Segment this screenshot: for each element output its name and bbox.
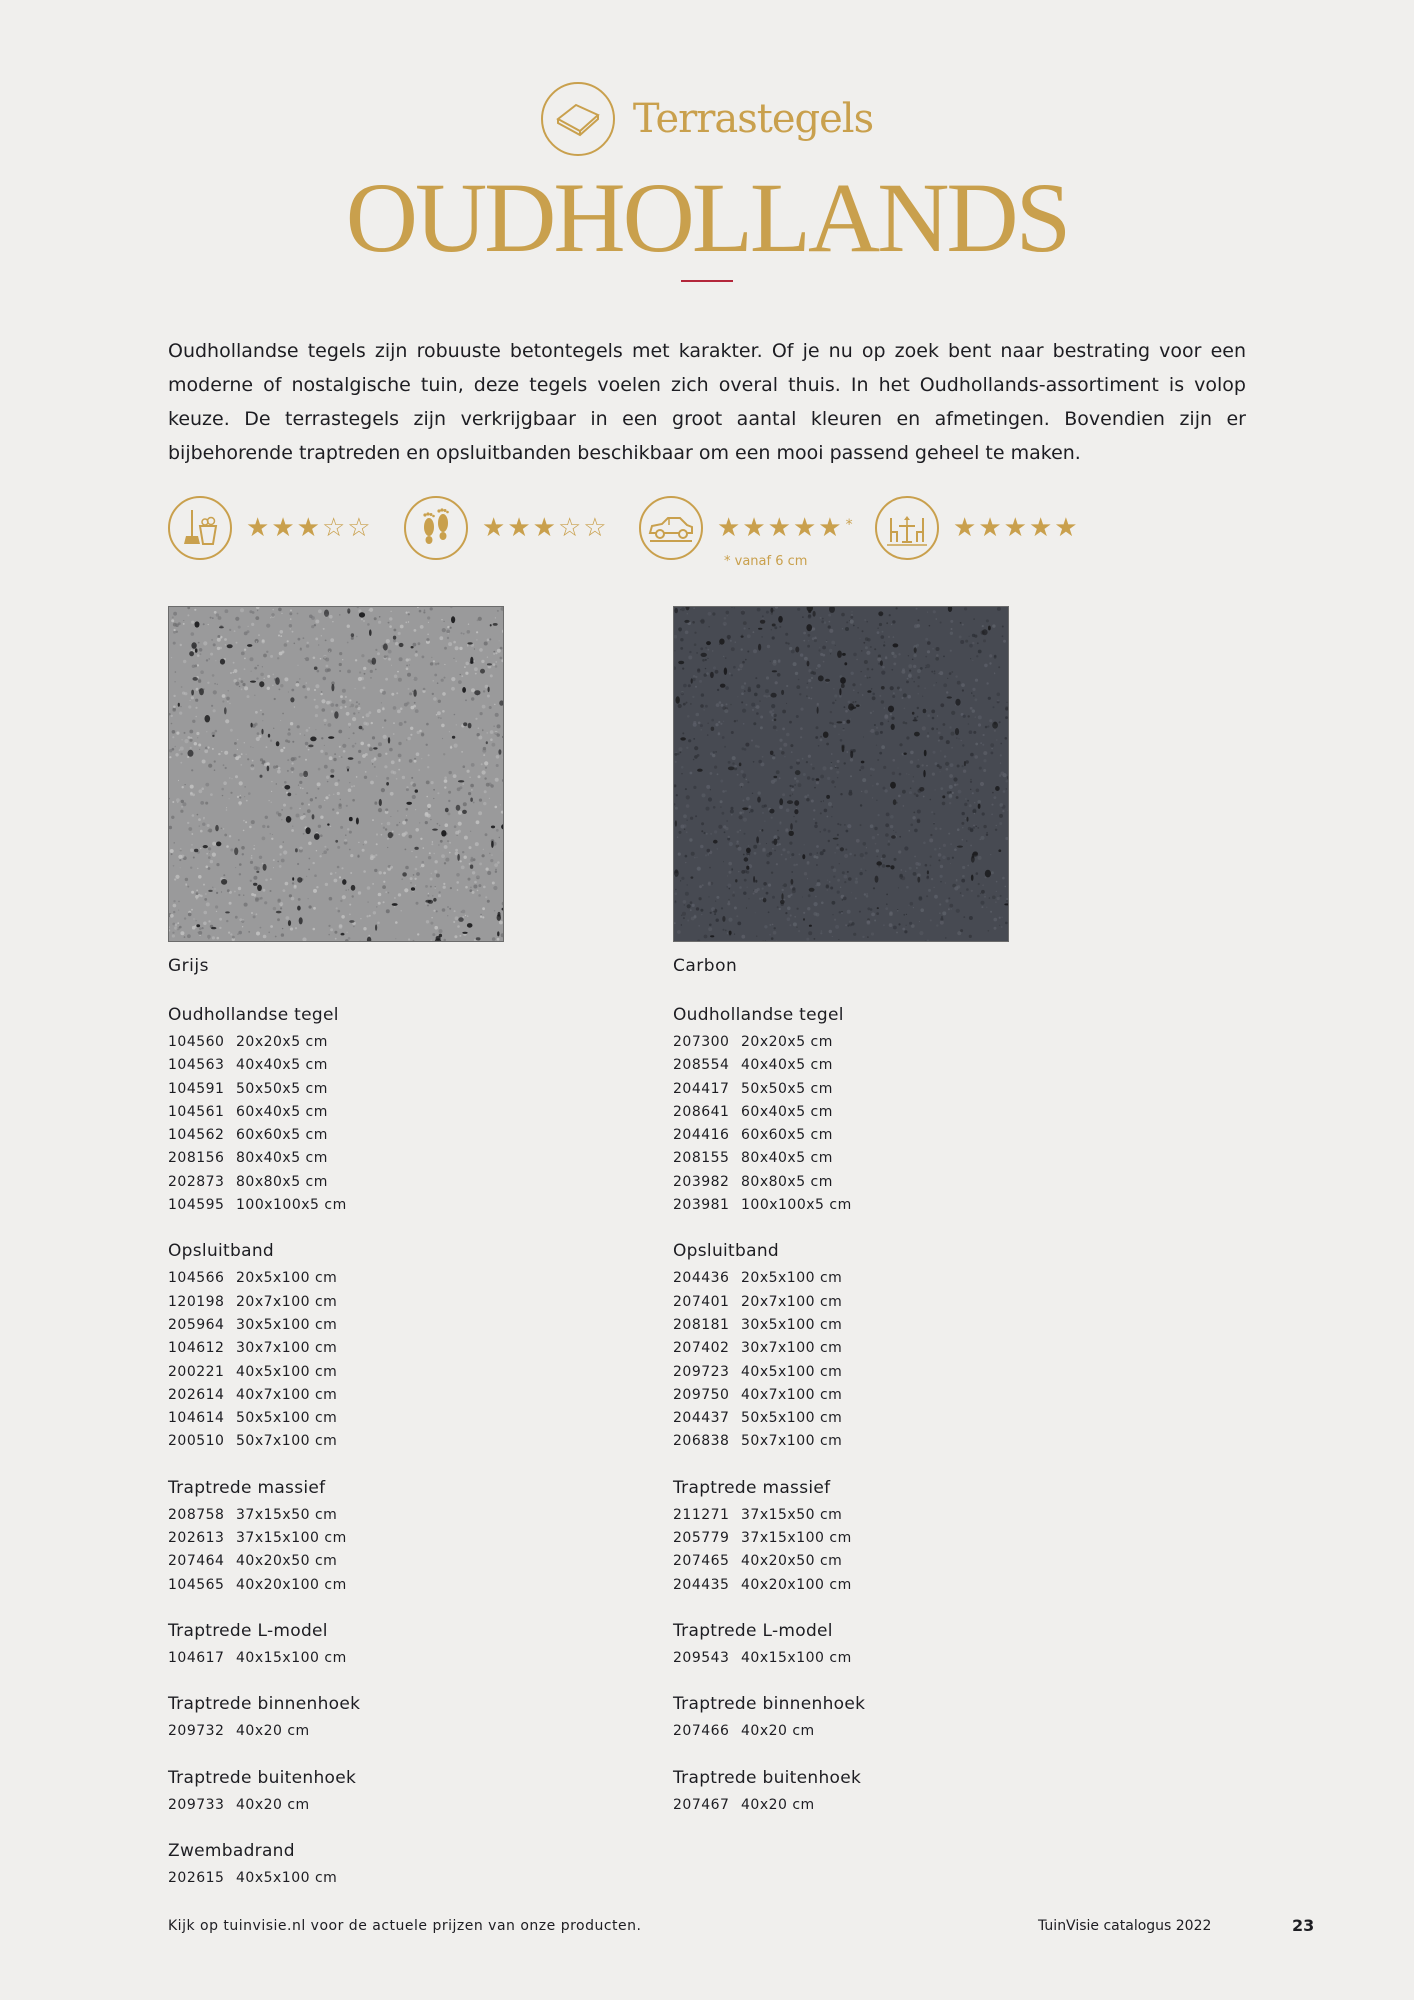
product-code: 204437 [673, 1410, 730, 1427]
product-row [673, 1384, 1093, 1407]
product-code: 104563 [168, 1057, 225, 1074]
cleaning-bucket-icon [168, 496, 232, 560]
product-code: 207467 [673, 1796, 730, 1813]
swatch-carbon [673, 606, 1009, 942]
title-divider [681, 280, 733, 282]
product-group-title: Traptrede binnenhoek [673, 1694, 866, 1715]
product-row [673, 1267, 1093, 1290]
product-group [673, 1241, 1093, 1453]
product-size: 37x15x100 cm [741, 1530, 852, 1547]
product-size: 60x60x5 cm [741, 1127, 833, 1144]
star-filled-icon: ★ [818, 513, 842, 543]
star-filled-icon: ★ [296, 513, 320, 543]
product-row [673, 1361, 1093, 1384]
product-size: 50x7x100 cm [236, 1433, 338, 1450]
product-size: 30x7x100 cm [236, 1340, 338, 1357]
product-row [168, 1078, 588, 1101]
product-code: 104566 [168, 1270, 225, 1287]
product-row [673, 1031, 1093, 1054]
category-label: Terrastegels [632, 96, 874, 142]
product-group [168, 1841, 588, 1890]
product-code: 202613 [168, 1530, 225, 1547]
product-code: 211271 [673, 1506, 730, 1523]
product-code: 207402 [673, 1340, 730, 1357]
product-code: 207401 [673, 1293, 730, 1310]
product-group-title: Traptrede massief [168, 1477, 326, 1498]
product-row [168, 1384, 588, 1407]
product-row [168, 1291, 588, 1314]
product-code: 104612 [168, 1340, 225, 1357]
product-row [168, 1054, 588, 1077]
product-code: 104617 [168, 1649, 225, 1666]
product-row [168, 1194, 588, 1217]
product-size: 40x20x100 cm [236, 1576, 347, 1593]
product-size: 37x15x100 cm [236, 1530, 347, 1547]
product-size: 20x7x100 cm [741, 1293, 843, 1310]
product-code: 207465 [673, 1553, 730, 1570]
star-filled-icon: ★ [742, 513, 766, 543]
product-group-title: Traptrede massief [673, 1477, 831, 1498]
product-code: 104565 [168, 1576, 225, 1593]
category-header [0, 82, 1414, 156]
product-row [673, 1194, 1093, 1217]
rating-walking [404, 496, 609, 560]
product-size: 80x80x5 cm [741, 1173, 833, 1190]
product-size: 20x5x100 cm [236, 1270, 338, 1287]
product-group-title: Oudhollandse tegel [168, 1005, 339, 1025]
variant-column-carbon [673, 956, 1093, 1841]
product-row [673, 1078, 1093, 1101]
car-icon [639, 496, 703, 560]
product-size: 60x60x5 cm [236, 1127, 328, 1144]
product-row [168, 1171, 588, 1194]
product-code: 205964 [168, 1316, 225, 1333]
product-row [168, 1794, 588, 1817]
product-size: 40x7x100 cm [236, 1386, 338, 1403]
product-size: 40x15x100 cm [741, 1649, 852, 1666]
product-code: 208156 [168, 1150, 225, 1167]
product-code: 206838 [673, 1433, 730, 1450]
product-size: 30x5x100 cm [236, 1316, 338, 1333]
product-group [673, 1694, 1093, 1743]
star-filled-icon: ★ [1028, 513, 1053, 543]
intro-text: Oudhollandse tegels zijn robuuste betontegels met karakter. Of je nu op zoek bent naar bestrating voor een moderne of nostalgische tuin, deze tegels voelen zich overal thuis. In het Oudhollands-assortiment is volop keuze. De terrastegels zijn verkrijgbaar in een groot aantal kleuren en afmetingen. Bovendien zijn er bijbehorende traptreden en opsluitbanden beschikbaar om een mooi passend geheel te maken. [168, 340, 1246, 464]
product-group [673, 1005, 1093, 1217]
product-code: 208641 [673, 1103, 730, 1120]
product-size: 60x40x5 cm [236, 1103, 328, 1120]
product-code: 209750 [673, 1386, 730, 1403]
product-row [168, 1867, 588, 1890]
product-row [673, 1527, 1093, 1550]
product-code: 204436 [673, 1270, 730, 1287]
product-size: 40x20 cm [236, 1723, 310, 1740]
product-size: 40x40x5 cm [236, 1057, 328, 1074]
page-title: OUDHOLLANDS [345, 162, 1069, 273]
product-size: 50x7x100 cm [741, 1433, 843, 1450]
product-code: 104591 [168, 1080, 225, 1097]
product-code: 204416 [673, 1127, 730, 1144]
product-code: 205779 [673, 1530, 730, 1547]
footprints-icon [404, 496, 468, 560]
product-size: 37x15x50 cm [236, 1506, 338, 1523]
product-group-title: Opsluitband [673, 1241, 779, 1262]
product-row [168, 1031, 588, 1054]
product-size: 37x15x50 cm [741, 1506, 843, 1523]
star-empty-icon: ☆ [557, 513, 582, 543]
product-row [673, 1720, 1093, 1743]
rating-stars [482, 515, 609, 541]
star-empty-icon: ☆ [583, 513, 607, 543]
rating-asterisk: * [845, 517, 853, 533]
product-code: 203982 [673, 1173, 730, 1190]
product-group-title: Traptrede L-model [673, 1620, 833, 1641]
product-row [673, 1314, 1093, 1337]
rating-cleaning [168, 496, 373, 560]
product-size: 40x7x100 cm [741, 1386, 843, 1403]
product-row [673, 1407, 1093, 1430]
product-code: 209733 [168, 1796, 225, 1813]
product-size: 40x20x100 cm [741, 1576, 852, 1593]
product-row [673, 1147, 1093, 1170]
product-row [673, 1171, 1093, 1194]
product-size: 40x5x100 cm [741, 1363, 843, 1380]
product-code: 208554 [673, 1057, 730, 1074]
product-group-title: Opsluitband [168, 1241, 274, 1262]
product-group-title: Traptrede buitenhoek [168, 1767, 357, 1788]
product-row [168, 1647, 588, 1670]
product-row [168, 1101, 588, 1124]
product-row [673, 1101, 1093, 1124]
ratings-row [168, 496, 1268, 576]
product-size: 80x40x5 cm [741, 1150, 833, 1167]
product-size: 40x40x5 cm [741, 1057, 833, 1074]
product-size: 80x40x5 cm [236, 1150, 328, 1167]
product-code: 203981 [673, 1197, 730, 1214]
star-filled-icon: ★ [507, 513, 531, 543]
rating-footnote: * vanaf 6 cm [724, 554, 808, 569]
product-row [168, 1720, 588, 1743]
product-code: 200221 [168, 1363, 225, 1380]
product-size: 30x5x100 cm [741, 1316, 843, 1333]
product-row [673, 1794, 1093, 1817]
star-filled-icon: ★ [767, 513, 791, 543]
product-size: 80x80x5 cm [236, 1173, 328, 1190]
product-size: 20x5x100 cm [741, 1270, 843, 1287]
product-code: 207466 [673, 1723, 730, 1740]
product-size: 40x20 cm [741, 1723, 815, 1740]
page-number: 23 [1292, 1916, 1315, 1935]
product-size: 100x100x5 cm [741, 1197, 852, 1214]
product-code: 104595 [168, 1197, 225, 1214]
product-code: 104561 [168, 1103, 225, 1120]
product-row [168, 1361, 588, 1384]
product-row [168, 1430, 588, 1453]
product-size: 100x100x5 cm [236, 1197, 347, 1214]
product-code: 208758 [168, 1506, 225, 1523]
product-group-title: Traptrede L-model [168, 1620, 328, 1641]
star-filled-icon: ★ [717, 513, 741, 543]
swatch-grijs [168, 606, 504, 942]
star-filled-icon: ★ [978, 513, 1002, 543]
product-size: 50x50x5 cm [236, 1080, 328, 1097]
product-code: 208181 [673, 1316, 730, 1333]
product-code: 104560 [168, 1034, 225, 1050]
product-row [168, 1407, 588, 1430]
variant-color-name: Carbon [673, 956, 738, 976]
product-group [168, 1768, 588, 1817]
variant-color-name: Grijs [168, 956, 209, 976]
rating-terrace [875, 496, 1080, 560]
product-group [673, 1621, 1093, 1670]
product-group-title: Zwembadrand [168, 1840, 295, 1861]
product-row [673, 1054, 1093, 1077]
product-code: 202873 [168, 1173, 225, 1190]
product-code: 207300 [673, 1034, 730, 1050]
product-code: 200510 [168, 1433, 225, 1450]
footer-publication: TuinVisie catalogus 2022 [1038, 1918, 1212, 1934]
product-code: 202615 [168, 1869, 225, 1886]
product-group [168, 1478, 588, 1597]
product-code: 104614 [168, 1410, 225, 1427]
star-empty-icon: ☆ [321, 513, 346, 543]
product-size: 50x5x100 cm [236, 1410, 338, 1427]
footer-note: Kijk op tuinvisie.nl voor de actuele prijzen van onze producten. [168, 1918, 642, 1934]
star-filled-icon: ★ [482, 513, 506, 543]
product-group-title: Traptrede buitenhoek [673, 1767, 862, 1788]
product-size: 40x20 cm [236, 1796, 310, 1813]
product-size: 30x7x100 cm [741, 1340, 843, 1357]
product-size: 40x20x50 cm [741, 1553, 843, 1570]
star-filled-icon: ★ [1003, 513, 1027, 543]
star-filled-icon: ★ [953, 513, 977, 543]
terrace-furniture-icon [875, 496, 939, 560]
product-group-title: Oudhollandse tegel [673, 1005, 844, 1025]
product-row [673, 1504, 1093, 1527]
product-group [673, 1768, 1093, 1817]
product-row [168, 1550, 588, 1573]
product-code: 202614 [168, 1386, 225, 1403]
rating-stars [717, 515, 853, 541]
product-group [168, 1621, 588, 1670]
product-row [168, 1504, 588, 1527]
product-code: 207464 [168, 1553, 225, 1570]
product-size: 50x5x100 cm [741, 1410, 843, 1427]
product-row [168, 1267, 588, 1290]
tile-icon [541, 82, 615, 156]
product-size: 60x40x5 cm [741, 1103, 833, 1120]
star-filled-icon: ★ [532, 513, 556, 543]
product-size: 40x5x100 cm [236, 1363, 338, 1380]
product-row [673, 1647, 1093, 1670]
product-code: 208155 [673, 1150, 730, 1167]
product-size: 50x50x5 cm [741, 1080, 833, 1097]
product-row [673, 1550, 1093, 1573]
rating-stars [953, 515, 1080, 541]
product-group [168, 1694, 588, 1743]
product-row [673, 1337, 1093, 1360]
product-size: 40x20x50 cm [236, 1553, 338, 1570]
product-row [673, 1574, 1093, 1597]
product-size: 40x15x100 cm [236, 1649, 347, 1666]
star-filled-icon: ★ [1054, 513, 1078, 543]
product-row [168, 1337, 588, 1360]
variant-column-grijs [168, 956, 588, 1914]
rating-driving [639, 496, 853, 560]
product-group [673, 1478, 1093, 1597]
product-group [168, 1005, 588, 1217]
product-row [168, 1527, 588, 1550]
product-code: 209723 [673, 1363, 730, 1380]
product-code: 104562 [168, 1127, 225, 1144]
product-code: 120198 [168, 1293, 225, 1310]
product-code: 204435 [673, 1576, 730, 1593]
star-filled-icon: ★ [792, 513, 817, 543]
product-code: 209732 [168, 1723, 225, 1740]
product-size: 40x20 cm [741, 1796, 815, 1813]
product-row [168, 1124, 588, 1147]
product-size: 40x5x100 cm [236, 1869, 338, 1886]
product-row [168, 1574, 588, 1597]
product-code: 209543 [673, 1649, 730, 1666]
rating-stars [246, 515, 373, 541]
product-row [168, 1314, 588, 1337]
product-size: 20x20x5 cm [236, 1034, 328, 1050]
star-filled-icon: ★ [271, 513, 295, 543]
star-filled-icon: ★ [246, 513, 270, 543]
product-group [168, 1241, 588, 1453]
product-row [673, 1291, 1093, 1314]
product-size: 20x20x5 cm [741, 1034, 833, 1050]
product-size: 20x7x100 cm [236, 1293, 338, 1310]
product-row [673, 1124, 1093, 1147]
product-row [673, 1430, 1093, 1453]
star-empty-icon: ☆ [347, 513, 371, 543]
product-code: 204417 [673, 1080, 730, 1097]
product-group-title: Traptrede binnenhoek [168, 1694, 361, 1715]
product-row [168, 1147, 588, 1170]
